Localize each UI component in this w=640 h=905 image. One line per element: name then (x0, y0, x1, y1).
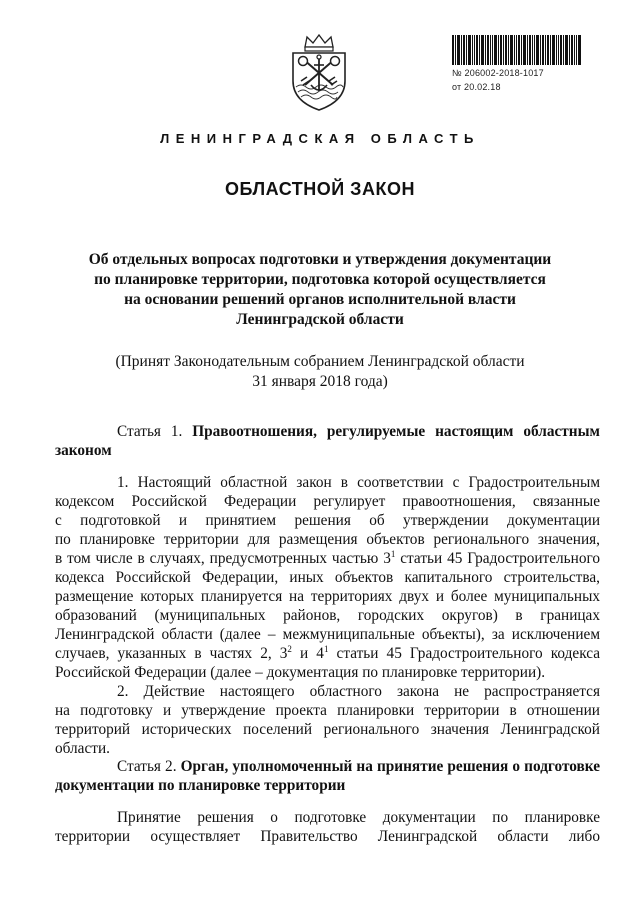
law-title (60, 250, 580, 330)
text-line: случаев, указанных в частях 2, $3^2$ и $4^1$ статьи 45 Градостроительного кодекса (55, 644, 601, 662)
article-1-body (55, 473, 600, 758)
text-line: кодекса Российской Федерации, иных объектов капитального строительства, (55, 569, 600, 586)
region-name: ЛЕНИНГРАДСКАЯ ОБЛАСТЬ (160, 131, 480, 146)
adoption-note (60, 352, 580, 392)
text-line: территорий исторических поселений регионального значения Ленинградской (55, 721, 600, 738)
article-1-title-cont: законом (55, 442, 112, 459)
text-line: 1. Настоящий областной закон в соответствии с Градостроительным (117, 474, 600, 491)
text-line: территории осуществляет Правительство Ленинградской области либо (55, 828, 600, 845)
registration-number: № 206002-2018-1017 (452, 68, 544, 78)
text-line: в том числе в случаях, предусмотренных частью $3^1$ статьи 45 Градостроительного (55, 549, 601, 567)
article-2-body (55, 808, 600, 846)
text-line: области. (55, 740, 110, 757)
law-title-line: Ленинградской области (236, 311, 404, 328)
registration-stamp (452, 35, 582, 93)
text-line: на подготовку и утверждение проекта планировки территории в отношении (55, 702, 600, 719)
article-1-word: Статья 1. (117, 423, 183, 440)
article-2-title: Орган, уполномоченный на принятие решения о подготовке (180, 758, 601, 775)
article-1-heading-line (55, 422, 600, 441)
coat-of-arms-icon (287, 33, 351, 113)
text-line: кодексом Российской Федерации регулирует правоотношения, связанные (55, 493, 600, 510)
text-line: образований (муниципальных районов, городских округов) в границах (55, 607, 600, 624)
law-title-line: Об отдельных вопросах подготовки и утверждения документации (88, 251, 552, 268)
article-2-heading-line (55, 757, 600, 776)
article-1-title: Правоотношения, регулируемые настоящим областным (192, 423, 600, 440)
text-line: размещение которых планируется на территориях двух и более муниципальных (55, 588, 600, 605)
law-title-line: на основании решений органов исполнительной власти (124, 291, 516, 308)
barcode-icon (452, 35, 582, 65)
text-line: с подготовкой и принятием решения об утверждении документации (55, 512, 600, 529)
article-2-title-cont: документации по планировке территории (55, 777, 346, 794)
text-line: Принятие решения о подготовке документации по планировке (117, 809, 600, 826)
registration-date: от 20.02.18 (452, 82, 501, 92)
adoption-note-line: 31 января 2018 года) (252, 373, 388, 390)
text-line: Российской Федерации (далее – документация по планировке территории). (55, 664, 546, 681)
article-1-heading (55, 422, 600, 460)
law-kind: ОБЛАСТНОЙ ЗАКОН (225, 179, 415, 199)
text-line: Ленинградской области (далее – межмуниципальные объекты), за исключением (55, 626, 600, 643)
adoption-note-line: (Принят Законодательным собранием Ленинградской области (115, 353, 525, 370)
text-line: 2. Действие настоящего областного закона не распространяется (117, 683, 600, 700)
text-line: по планировке территории для размещения объектов регионального значения, (55, 531, 600, 548)
law-title-line: по планировке территории, подготовка которой осуществляется (94, 271, 546, 288)
article-2-word: Статья 2. (117, 758, 177, 775)
article-2-heading (55, 757, 600, 795)
